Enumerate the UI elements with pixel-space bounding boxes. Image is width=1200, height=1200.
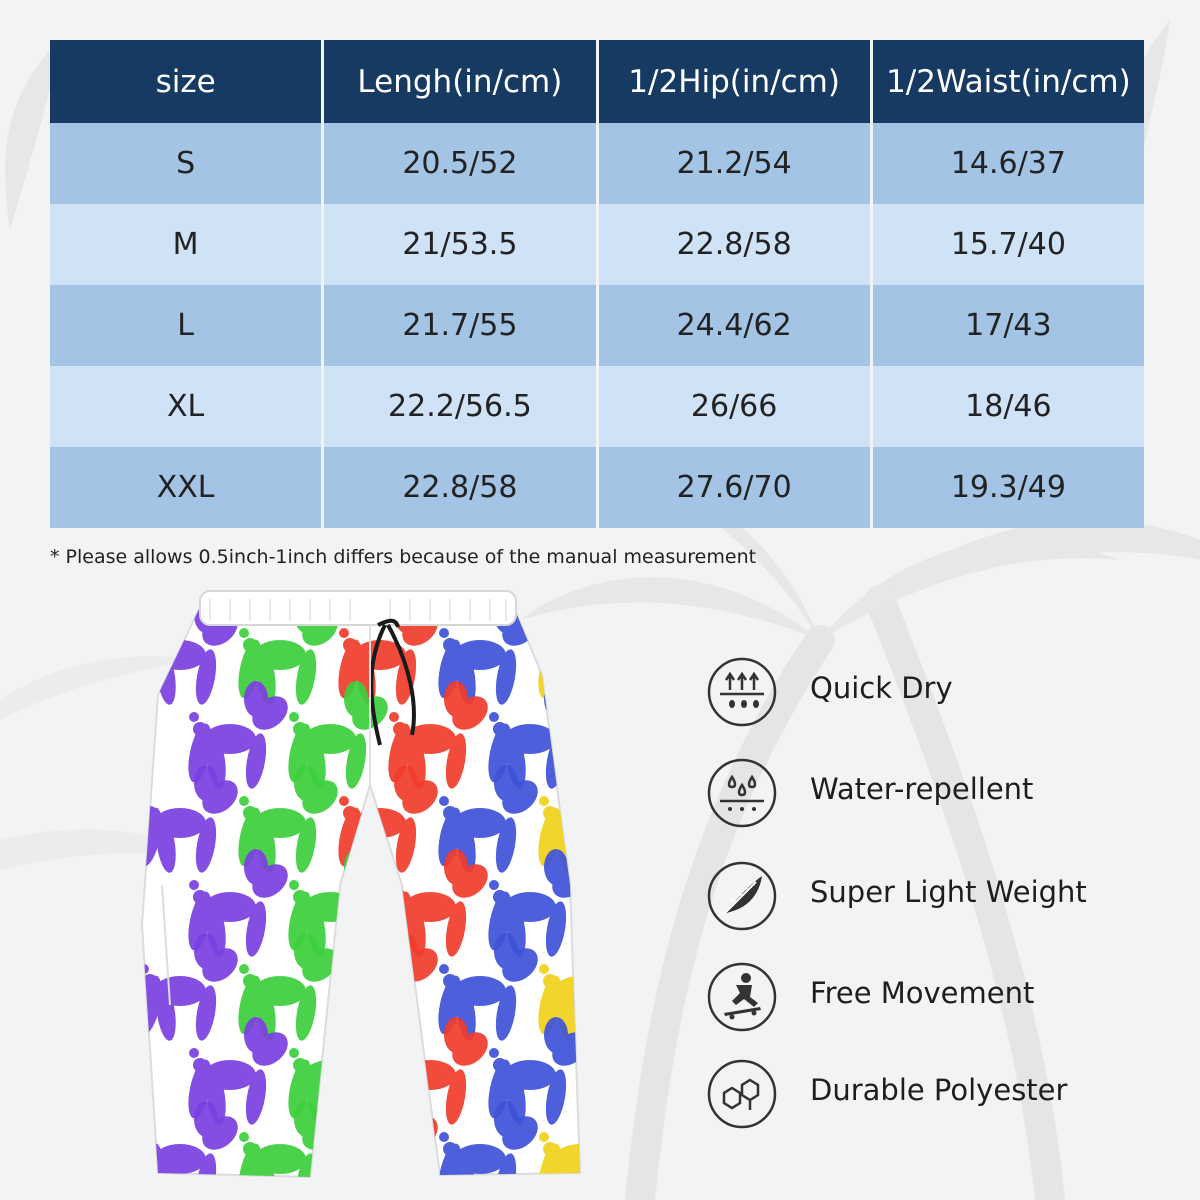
feature-durable-polyester bbox=[706, 1058, 1176, 1132]
table-row bbox=[50, 123, 1144, 204]
feature-free-movement bbox=[706, 961, 1176, 1035]
feature-label: Quick Dry bbox=[810, 671, 953, 705]
cell-size: XXL bbox=[50, 447, 321, 528]
feature-super-light-weight bbox=[706, 860, 1176, 934]
cell-length: 22.2/56.5 bbox=[324, 366, 595, 447]
quick-dry-icon bbox=[706, 656, 778, 728]
balloon-dog-motif bbox=[584, 1017, 585, 1126]
balloon-dog-motif bbox=[534, 597, 585, 706]
header-half-waist: 1/2Waist(in/cm) bbox=[873, 40, 1144, 123]
cell-half-hip: 27.6/70 bbox=[599, 447, 870, 528]
feature-label: Free Movement bbox=[810, 976, 1035, 1010]
cell-half-hip: 22.8/58 bbox=[599, 204, 870, 285]
table-row bbox=[50, 447, 1144, 528]
header-length: Lengh(in/cm) bbox=[324, 40, 595, 123]
molecule-icon bbox=[706, 1058, 778, 1130]
cell-half-waist: 15.7/40 bbox=[873, 204, 1144, 285]
cell-half-waist: 18/46 bbox=[873, 366, 1144, 447]
feature-water-repellent bbox=[706, 757, 1176, 831]
feather-icon bbox=[706, 860, 778, 932]
cell-size: L bbox=[50, 285, 321, 366]
balloon-dog-motif bbox=[584, 681, 585, 790]
skateboarder-icon bbox=[706, 961, 778, 1033]
water-repellent-icon bbox=[706, 757, 778, 829]
balloon-dog-motif bbox=[334, 1101, 444, 1185]
table-row bbox=[50, 285, 1144, 366]
feature-label: Super Light Weight bbox=[810, 875, 1087, 909]
table-row bbox=[50, 366, 1144, 447]
feature-quick-dry bbox=[706, 656, 1176, 730]
cell-length: 20.5/52 bbox=[324, 123, 595, 204]
balloon-dog-motif bbox=[584, 849, 585, 958]
table-row bbox=[50, 204, 1144, 285]
cell-half-waist: 19.3/49 bbox=[873, 447, 1144, 528]
cell-half-waist: 14.6/37 bbox=[873, 123, 1144, 204]
size-chart-table bbox=[47, 40, 1147, 528]
cell-half-hip: 24.4/62 bbox=[599, 285, 870, 366]
cell-length: 22.8/58 bbox=[324, 447, 595, 528]
measurement-note: * Please allows 0.5inch-1inch differs because of the manual measurement bbox=[50, 546, 757, 568]
cell-half-waist: 17/43 bbox=[873, 285, 1144, 366]
cell-size: M bbox=[50, 204, 321, 285]
cell-length: 21/53.5 bbox=[324, 204, 595, 285]
feature-label: Durable Polyester bbox=[810, 1073, 1068, 1107]
cell-half-hip: 21.2/54 bbox=[599, 123, 870, 204]
feature-label: Water-repellent bbox=[810, 772, 1034, 806]
cell-size: S bbox=[50, 123, 321, 204]
cell-length: 21.7/55 bbox=[324, 285, 595, 366]
cell-half-hip: 26/66 bbox=[599, 366, 870, 447]
header-size: size bbox=[50, 40, 321, 123]
cell-size: XL bbox=[50, 366, 321, 447]
header-half-hip: 1/2Hip(in/cm) bbox=[599, 40, 870, 123]
board-shorts-image bbox=[140, 585, 585, 1185]
size-chart-header-row bbox=[50, 40, 1144, 123]
